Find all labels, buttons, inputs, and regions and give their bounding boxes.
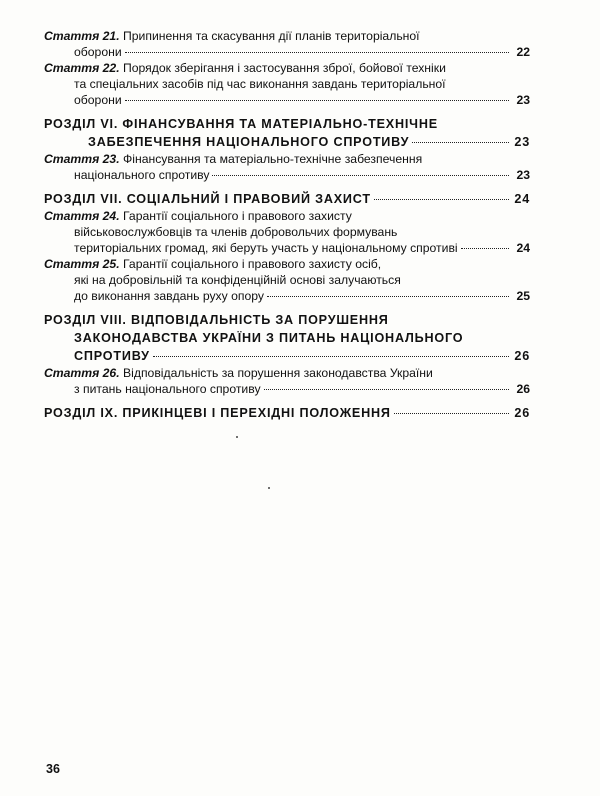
section-title: РОЗДІЛ VI. ФІНАНСУВАННЯ ТА МАТЕРІАЛЬНО-ТЕХНІЧНЕ xyxy=(44,117,438,131)
article-title-cont: військовослужбовців та членів добровольчих формувань xyxy=(74,225,398,239)
article-title: Гарантії соціального і правового захисту осіб, xyxy=(123,257,382,271)
article-label: Стаття 22. xyxy=(44,61,120,75)
toc-entry-article-22 xyxy=(44,60,530,108)
article-title-cont: до виконання завдань руху опору xyxy=(74,289,265,303)
page-ref: 26 xyxy=(516,382,530,396)
page-ref: 23 xyxy=(516,93,530,107)
section-title-cont: ЗАКОНОДАВСТВА УКРАЇНИ З ПИТАНЬ НАЦІОНАЛЬНОГО xyxy=(74,331,464,345)
section-title: РОЗДІЛ VII. СОЦІАЛЬНИЙ І ПРАВОВИЙ ЗАХИСТ xyxy=(44,192,371,206)
leader-dots xyxy=(394,413,509,414)
page-ref: 22 xyxy=(516,45,530,59)
toc-section-6 xyxy=(44,115,530,151)
article-title: Фінансування та матеріально-технічне забезпечення xyxy=(123,152,423,166)
article-label: Стаття 21. xyxy=(44,29,120,43)
page-ref: 24 xyxy=(514,192,530,206)
leader-dots xyxy=(374,199,509,200)
leader-dots xyxy=(212,175,509,176)
table-of-contents xyxy=(44,28,530,422)
article-title: Припинення та скасування дії планів територіальної xyxy=(123,29,420,43)
page-ref: 23 xyxy=(514,135,530,149)
leader-dots xyxy=(267,296,509,297)
leader-dots xyxy=(264,389,509,390)
article-title-cont: та спеціальних засобів під час виконання завдань територіальної xyxy=(74,77,446,91)
article-title: Гарантії соціального і правового захисту xyxy=(123,209,352,223)
article-label: Стаття 26. xyxy=(44,366,120,380)
section-title: РОЗДІЛ IX. ПРИКІНЦЕВІ І ПЕРЕХІДНІ ПОЛОЖЕННЯ xyxy=(44,406,391,420)
leader-dots xyxy=(461,248,509,249)
toc-entry-article-26 xyxy=(44,365,530,397)
article-title-cont: які на добровільній та конфіденційній основі залучаються xyxy=(74,273,401,287)
section-title-cont: ЗАБЕЗПЕЧЕННЯ НАЦІОНАЛЬНОГО СПРОТИВУ xyxy=(88,135,410,149)
article-title: Відповідальність за порушення законодавства України xyxy=(123,366,433,380)
toc-entry-article-25 xyxy=(44,256,530,304)
toc-entry-article-24 xyxy=(44,208,530,256)
article-title-cont: оборони xyxy=(74,45,122,59)
article-title-cont: з питань національного спротиву xyxy=(74,382,261,396)
page-ref: 26 xyxy=(514,349,530,363)
scan-speck xyxy=(236,436,238,438)
section-title: РОЗДІЛ VIII. ВІДПОВІДАЛЬНІСТЬ ЗА ПОРУШЕННЯ xyxy=(44,313,389,327)
page-ref: 25 xyxy=(516,289,530,303)
page-ref: 26 xyxy=(514,406,530,420)
article-title: Порядок зберігання і застосування зброї, бойової техніки xyxy=(123,61,446,75)
section-title-cont: СПРОТИВУ xyxy=(74,349,150,363)
toc-section-7 xyxy=(44,190,530,208)
article-label: Стаття 25. xyxy=(44,257,120,271)
page-ref: 24 xyxy=(516,241,530,255)
scan-speck xyxy=(268,487,270,489)
toc-entry-article-21 xyxy=(44,28,530,60)
article-title-cont: територіальних громад, які беруть участь у національному спротиві xyxy=(74,241,458,255)
page-number: 36 xyxy=(46,762,60,776)
toc-section-8 xyxy=(44,311,530,365)
page-ref: 23 xyxy=(516,168,530,182)
leader-dots xyxy=(125,52,509,53)
toc-section-9 xyxy=(44,404,530,422)
article-label: Стаття 23. xyxy=(44,152,120,166)
article-label: Стаття 24. xyxy=(44,209,120,223)
article-title-cont: національного спротиву xyxy=(74,168,210,182)
toc-entry-article-23 xyxy=(44,151,530,183)
leader-dots xyxy=(153,356,509,357)
leader-dots xyxy=(412,142,509,143)
article-title-cont: оборони xyxy=(74,93,122,107)
leader-dots xyxy=(125,100,509,101)
